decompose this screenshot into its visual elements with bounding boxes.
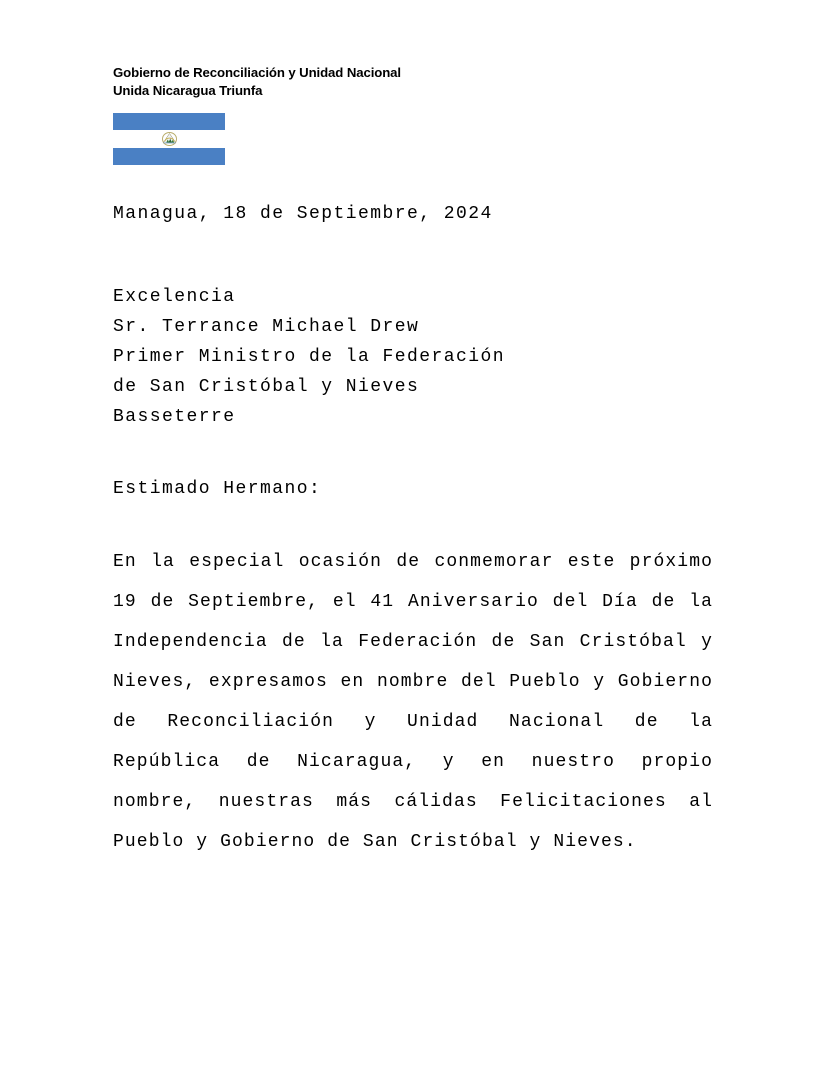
flag-emblem-container — [113, 130, 225, 147]
addressee-block — [113, 283, 753, 433]
nicaragua-flag-icon — [113, 113, 225, 165]
flag-band-top — [113, 113, 225, 130]
letterhead-line-1: Gobierno de Reconciliación y Unidad Nacional — [113, 65, 401, 80]
addressee-line-country: de San Cristóbal y Nieves — [113, 376, 420, 397]
addressee-line-position: Primer Ministro de la Federación — [113, 346, 506, 367]
date-line: Managua, 18 de Septiembre, 2024 — [113, 204, 493, 224]
salutation: Estimado Hermano: — [113, 479, 322, 499]
letterhead — [113, 64, 753, 100]
flag-band-bottom — [113, 148, 225, 165]
addressee-line-title: Excelencia — [113, 287, 236, 307]
addressee-line-name: Sr. Terrance Michael Drew — [113, 316, 420, 337]
addressee-line-city: Basseterre — [113, 406, 236, 427]
body-paragraph: En la especial ocasión de conmemorar este próximo 19 de Septiembre, el 41 Aniversario del Día de la Independencia de la Federación de San Cristóbal y Nieves, expresamos en nombre del Pueblo y Gobierno de Reconciliación y Unidad Nacional de la República de Nicaragua, y en nuestro propio nombre, nuestras más cálidas Felicitaciones al Pueblo y Gobierno de San Cristóbal y Nieves. — [113, 552, 713, 852]
letterhead-line-2: Unida Nicaragua Triunfa — [113, 83, 263, 98]
flag-band-middle — [113, 130, 225, 147]
nicaragua-coat-of-arms-icon — [161, 131, 178, 147]
